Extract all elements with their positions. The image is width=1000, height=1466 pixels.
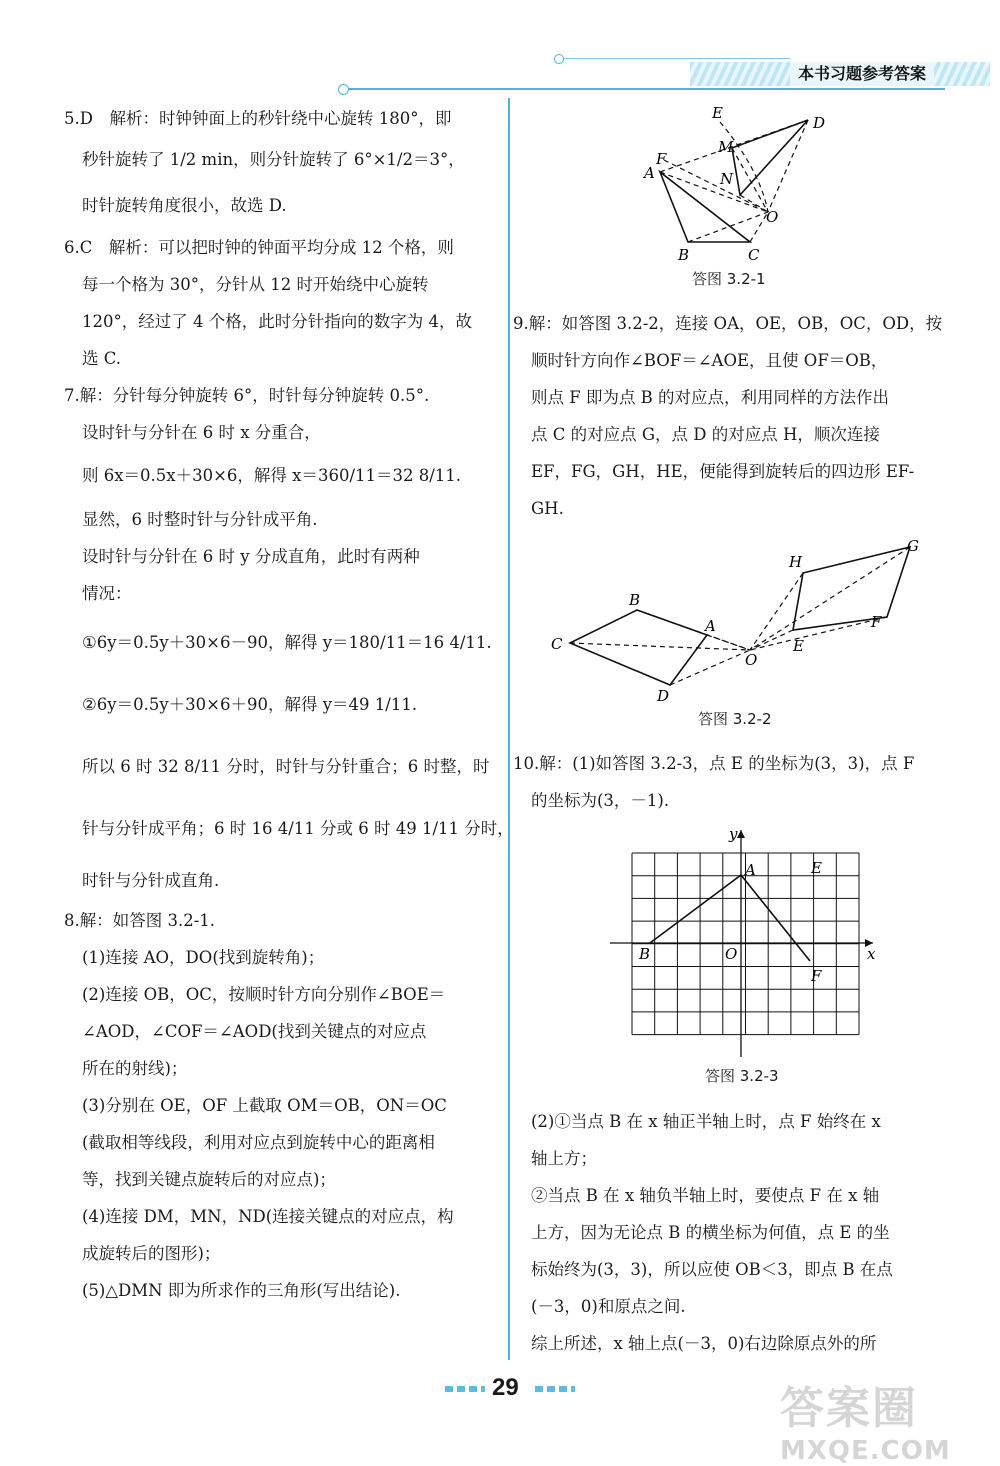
header-decor-dot-top [554,54,564,64]
text-line: 针与分针成平角；6 时 16 4/11 分或 6 时 49 1/11 分时， [82,819,514,838]
text-line: 轴上方； [531,1149,597,1168]
fig2-label-o: O [745,651,758,669]
column-divider [508,98,510,1360]
fig3-label-e: E [811,859,822,877]
text-line: 所以 6 时 32 8/11 分时，时针与分针重合；6 时整，时 [82,757,490,776]
text-line: 综上所述，x 轴上点(－3，0)右边除原点外的所 [531,1334,877,1353]
text-line: EF，FG，GH，HE，便能得到旋转后的四边形 EF- [531,462,915,481]
fig1-label-d: D [813,114,826,132]
text-line: 设时针与分针在 6 时 x 分重合， [82,423,321,442]
text-line: 每一个格为 30°，分针从 12 时开始绕中心旋转 [82,275,429,294]
text-line: 秒针旋转了 1/2 min，则分针旋转了 6°×1/2＝3°， [82,150,465,169]
fig2-label-g: G [907,537,919,555]
figure-3-2-3 [605,825,885,1060]
fig1-label-m: M [718,138,734,156]
text-line: 点 C 的对应点 G，点 D 的对应点 H，顺次连接 [531,425,880,444]
text-line: 设时针与分针在 6 时 y 分成直角，此时有两种 [82,547,420,566]
fig3-label-x: x [867,945,876,963]
fig3-label-y: y [729,825,738,843]
text-line: ②6y＝0.5y＋30×6＋90，解得 y＝49 1/11. [82,695,418,714]
text-line: (2)①当点 B 在 x 轴正半轴上时，点 F 始终在 x [531,1112,881,1131]
text-line: ①6y＝0.5y＋30×6－90，解得 y＝180/11＝16 4/11. [82,633,492,652]
page-number-decor-left [445,1386,485,1392]
left-column [64,100,514,1309]
text-line: 时针旋转角度很小，故选 D. [82,196,287,215]
fig3-label-f: F [811,967,822,985]
text-line: (5)△DMN 即为所求作的三角形(写出结论). [82,1281,401,1300]
header-decor-line [345,88,945,90]
fig1-label-n: N [720,170,734,188]
text-line: 选 C. [82,349,122,368]
text-line: 6.C 解析：可以把时钟的钟面平均分成 12 个格，则 [64,238,454,257]
page-number-decor-right [535,1386,575,1392]
fig1-label-c: C [748,246,760,264]
text-line: 时针与分针成直角. [82,871,220,890]
text-line: 上方，因为无论点 B 的横坐标为何值，点 E 的坐 [531,1223,890,1242]
text-line: 120°，经过了 4 个格，此时分针指向的数字为 4，故 [82,312,472,331]
figure-caption-3-2-1: 答图 3.2-1 [692,270,766,288]
text-line: 成旋转后的图形)； [82,1244,221,1263]
watermark-line1: 答案圈 [780,1383,918,1434]
text-line: GH. [531,499,564,518]
text-line: ∠AOD，∠COF＝∠AOD(找到关键点的对应点 [82,1022,427,1041]
fig3-label-b: B [639,945,651,963]
fig1-label-e: E [712,104,723,122]
fig2-label-e: E [793,637,804,655]
figure-3-2-2 [545,535,935,705]
text-line: 7.解：分针每分钟旋转 6°，时针每分钟旋转 0.5°. [64,386,430,405]
text-line: (－3，0)和原点之间. [531,1297,686,1316]
text-line: 5.D 解析：时钟钟面上的秒针绕中心旋转 180°，即 [64,109,452,128]
text-line: 则点 F 即为点 B 的对应点，利用同样的方法作出 [531,388,890,407]
fig2-label-c: C [551,635,563,653]
fig1-label-a: A [644,164,655,182]
fig1-label-b: B [678,246,690,264]
figure-3-2-1 [640,100,840,270]
fig2-label-f: F [871,613,882,631]
watermark [780,1372,990,1466]
header-title: 本书习题参考答案 [790,62,934,86]
text-line: 标始终为(3，3)，所以应使 OB＜3，即点 B 在点 [531,1260,893,1279]
figure-caption-3-2-2: 答图 3.2-2 [698,710,772,728]
text-line: 则 6x＝0.5x＋30×6，解得 x＝360/11＝32 8/11. [82,466,462,485]
header-decor-dot [338,84,349,95]
fig1-label-o: O [766,208,779,226]
fig1-label-f: F [656,150,667,168]
watermark-line2: MXQE.COM [780,1436,951,1466]
fig3-label-a: A [745,861,756,879]
text-line: ②当点 B 在 x 轴负半轴上时，要使点 F 在 x 轴 [531,1186,880,1205]
text-line: 情况： [82,584,132,603]
text-line: (1)连接 AO，DO(找到旋转角)； [82,948,325,967]
text-line: 所在的射线)； [82,1059,188,1078]
text-line: (3)分别在 OE，OF 上截取 OM＝OB，ON＝OC [82,1096,447,1115]
fig2-label-h: H [789,553,803,571]
text-line: (2)连接 OB，OC，按顺时针方向分别作∠BOE＝ [82,985,446,1004]
right-column-c [513,1103,968,1362]
figure-caption-3-2-3: 答图 3.2-3 [705,1067,779,1085]
page-number: 29 [492,1374,519,1401]
text-line: 等，找到关键点旋转后的对应点)； [82,1170,336,1189]
fig2-label-a: A [705,617,716,635]
text-line: 9.解：如答图 3.2-2，连接 OA，OE，OB，OC，OD，按 [513,314,943,333]
right-column-a [513,305,968,527]
text-line: 8.解：如答图 3.2-1. [64,911,216,930]
text-line: 顺时针方向作∠BOF＝∠AOE，且使 OF＝OB， [531,351,888,370]
header-decor-line-top [560,58,790,59]
text-line: (截取相等线段，利用对应点到旋转中心的距离相 [82,1133,435,1152]
text-line: 10.解：(1)如答图 3.2-3，点 E 的坐标为(3，3)，点 F [513,754,915,773]
text-line: 显然，6 时整时针与分针成平角. [82,510,318,529]
text-line: 的坐标为(3，－1). [531,791,670,810]
right-column-b [513,745,968,819]
fig2-label-d: D [657,687,670,705]
fig2-label-b: B [629,591,641,609]
text-line: (4)连接 DM，MN，ND(连接关键点的对应点，构 [82,1207,454,1226]
fig3-label-o: O [725,945,738,963]
